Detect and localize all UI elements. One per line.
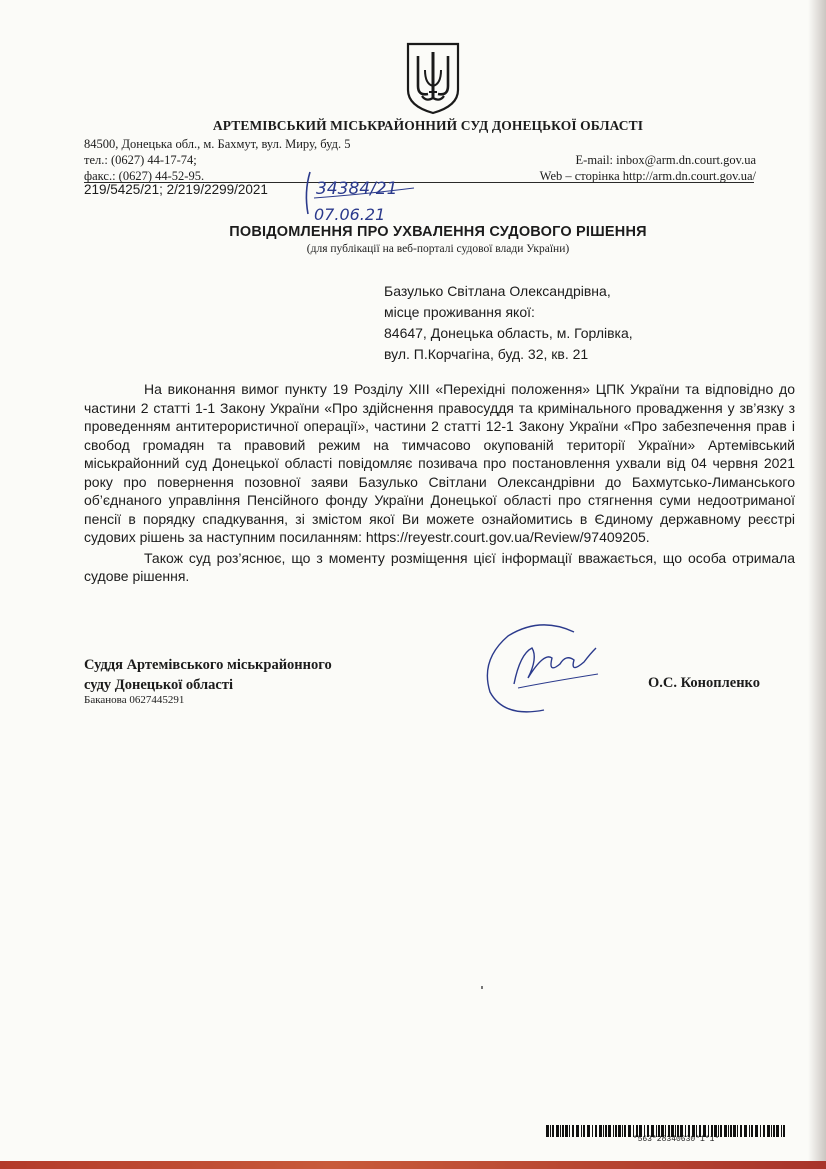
handwritten-reg-date: 07.06.21	[314, 205, 386, 224]
scan-speck	[481, 986, 483, 989]
handwritten-signature	[478, 618, 618, 718]
page-bottom-edge	[0, 1161, 826, 1169]
court-contacts-left	[84, 136, 484, 184]
court-phone: тел.: (0627) 44-17-74;	[84, 153, 197, 167]
recipient-address-line-2: вул. П.Корчагіна, буд. 32, кв. 21	[384, 346, 589, 362]
notice-title: ПОВІДОМЛЕННЯ ПРО УХВАЛЕННЯ СУДОВОГО РІШЕННЯ	[229, 224, 647, 240]
court-email: E-mail: inbox@arm.dn.court.gov.ua	[575, 153, 756, 167]
signer-title	[84, 655, 332, 695]
signer-name: О.С. Конопленко	[648, 675, 760, 691]
page-shadow-edge	[808, 0, 826, 1169]
recipient-residence-label: місце проживання якої:	[384, 304, 535, 320]
body-paragraph-1: На виконання вимог пункту 19 Розділу XIII «Перехідні положення» ЦПК України та відповідно до частини 2 статті 1-1 Закону України «Про здійснення правосуддя та кримінального провадження у зв’язку з проведенням антитерористичної операції», частини 2 статті 12-1 Закону України «Про забезпечення прав і свобод громадян та правовий режим на тимчасово окупованій території України» Артемівський міськрайонний суд Донецької області повідомляє позивача про постановлення ухвали від 04 червня 2021 року про повернення позовної заяви Базулько Світлани Олександрівни до Бахмутсько-Лиманського об’єднаного управління Пенсійного фонду України Донецької області про стягнення суми недоотриманої пенсії в порядку спадкування, зі змістом якої Ви можете ознайомитись в Єдиному державному реєстрі судових рішень за наступним посиланням: https://reyestr.court.gov.ua/Review/97409205.	[84, 381, 795, 545]
recipient-address-line-1: 84647, Донецька область, м. Горлівка,	[384, 325, 633, 341]
recipient-name: Базулько Світлана Олександрівна,	[384, 283, 611, 299]
notice-body	[84, 380, 795, 586]
court-contacts-right	[456, 152, 756, 184]
court-web: Web – сторінка http://arm.dn.court.gov.ua/	[539, 169, 756, 183]
signer-title-line-1: Суддя Артемівського міськрайонного	[84, 657, 332, 673]
handwritten-registration-note	[296, 168, 424, 228]
court-name: АРТЕМІВСЬКИЙ МІСЬКРАЙОННИЙ СУД ДОНЕЦЬКОЇ ОБЛАСТІ	[212, 118, 644, 133]
clerk-contact: Баканова 0627445291	[84, 694, 185, 706]
handwritten-reg-number: 34384/21	[316, 179, 398, 199]
recipient-block	[384, 281, 633, 365]
court-fax: факс.: (0627) 44-52-95.	[84, 169, 205, 183]
coat-of-arms-icon	[404, 40, 462, 116]
barcode-caption: *563*28340630*1*1*	[632, 1135, 720, 1144]
signer-title-line-2: суду Донецької області	[84, 677, 234, 693]
case-numbers: 219/5425/21; 2/219/2299/2021	[84, 182, 268, 197]
court-address: 84500, Донецька обл., м. Бахмут, вул. Миру, буд. 5	[84, 137, 351, 151]
notice-subtitle: (для публікації на веб-порталі судової влади України)	[306, 243, 570, 255]
body-paragraph-2: Також суд роз’яснює, що з моменту розміщення цієї інформації вважається, що особа отримала судове рішення.	[84, 549, 795, 584]
